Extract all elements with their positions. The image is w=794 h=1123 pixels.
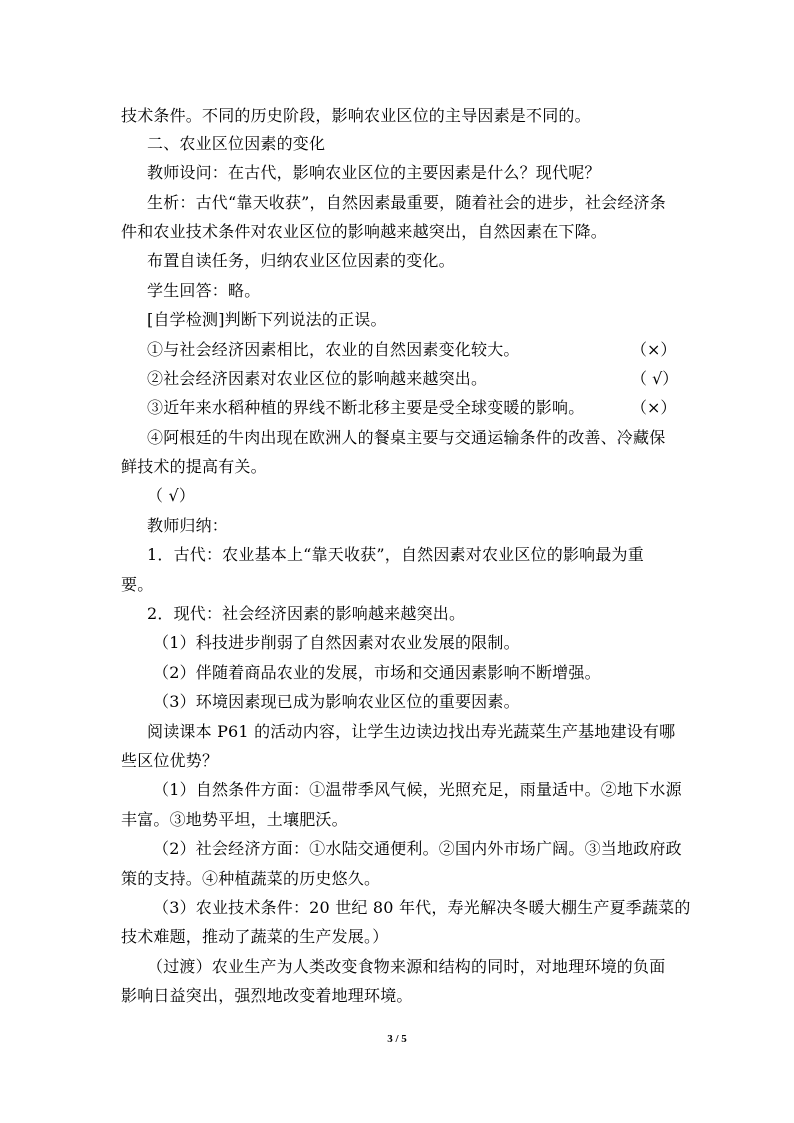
quiz-answer: （×） xyxy=(631,398,677,417)
text-line: 生析：古代“靠天收获”，自然因素最重要，随着社会的进步，社会经济条 xyxy=(147,193,666,212)
text-line: （3）农业技术条件：20 世纪 80 年代，寿光解决冬暖大棚生产夏季蔬菜的 xyxy=(153,898,691,917)
quiz-answer: （ √） xyxy=(147,486,196,505)
text-line: 技术条件。不同的历史阶段，影响农业区位的主导因素是不同的。 xyxy=(121,106,591,125)
text-line: 教师归纳： xyxy=(147,516,229,535)
text-line: 1．古代：农业基本上“靠天收获”，自然因素对农业区位的影响最为重 xyxy=(147,545,644,564)
text-line: 策的支持。④种植蔬菜的历史悠久。 xyxy=(121,869,381,888)
text-line: （2）伴随着商品农业的发展，市场和交通因素影响不断增强。 xyxy=(153,663,601,682)
text-line: 技术难题，推动了蔬菜的生产发展。） xyxy=(121,927,389,946)
text-line: 布置自读任务，归纳农业区位因素的变化。 xyxy=(147,251,455,270)
text-line: （1）自然条件方面：①温带季风气候，光照充足，雨量适中。②地下水源 xyxy=(153,780,682,799)
text-line: 鲜技术的提高有关。 xyxy=(121,457,267,476)
text-line: （3）环境因素现已成为影响农业区位的重要因素。 xyxy=(153,692,520,711)
text-line: 丰富。③地势平坦，土壤肥沃。 xyxy=(121,810,348,829)
text-line: 件和农业技术条件对农业区位的影响越来越突出，自然因素在下降。 xyxy=(121,222,608,241)
text-line: [自学检测]判断下列说法的正误。 xyxy=(147,310,387,329)
quiz-item: ②社会经济因素对农业区位的影响越来越突出。 xyxy=(147,369,488,388)
text-line: （2）社会经济方面：①水陆交通便利。②国内外市场广阔。③当地政府政 xyxy=(153,839,682,858)
quiz-item: ④阿根廷的牛肉出现在欧洲人的餐桌主要与交通运输条件的改善、冷藏保 xyxy=(147,428,666,447)
text-line: 些区位优势？ xyxy=(121,751,219,770)
quiz-item: ③近年来水稻种植的界线不断北移主要是受全球变暖的影响。 xyxy=(147,398,585,417)
text-line: （1）科技进步削弱了自然因素对农业发展的限制。 xyxy=(153,633,520,652)
quiz-answer: （ √） xyxy=(631,369,679,388)
text-line: 影响日益突出，强烈地改变着地理环境。 xyxy=(121,986,413,1005)
quiz-item: ①与社会经济因素相比，农业的自然因素变化较大。 xyxy=(147,340,520,359)
text-line: 要。 xyxy=(121,575,154,594)
text-line: （过渡）农业生产为人类改变食物来源和结构的同时，对地理环境的负面 xyxy=(147,957,666,976)
text-line: 阅读课本 P61 的活动内容，让学生边读边找出寿光蔬菜生产基地建设有哪 xyxy=(147,722,676,741)
text-line: 教师设问：在古代，影响农业区位的主要因素是什么？现代呢？ xyxy=(147,163,601,182)
text-line: 2．现代：社会经济因素的影响越来越突出。 xyxy=(147,604,466,623)
section-heading: 二、农业区位因素的变化 xyxy=(147,134,326,153)
page-number: 3 / 5 xyxy=(387,1033,407,1045)
quiz-answer: （×） xyxy=(631,340,677,359)
text-line: 学生回答：略。 xyxy=(147,281,261,300)
